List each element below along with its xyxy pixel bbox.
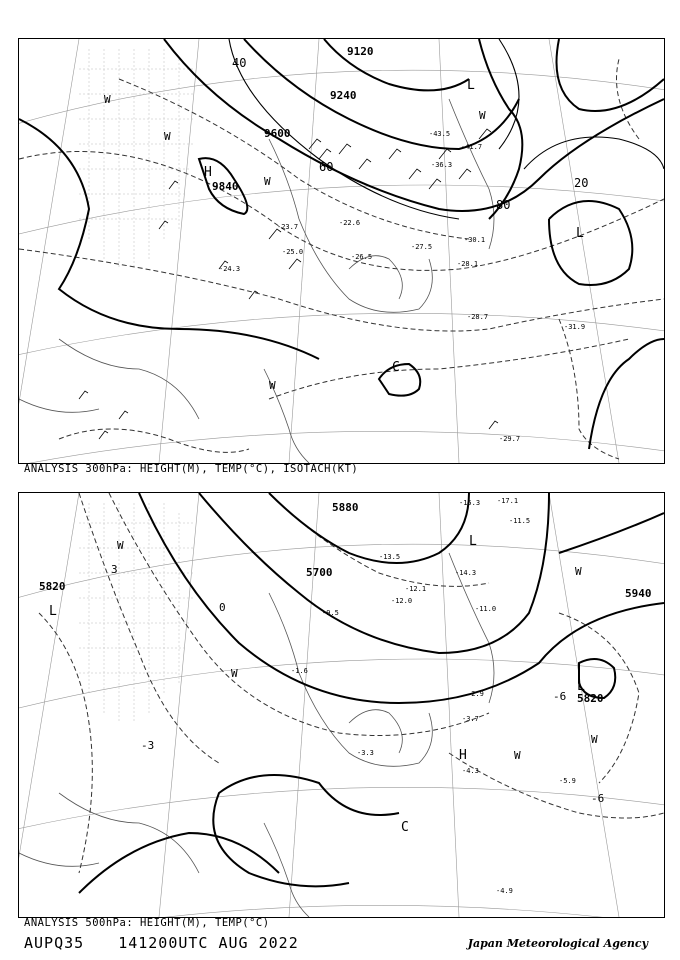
temperature-label: -28.1 bbox=[457, 260, 479, 268]
pressure-center-cold: C bbox=[392, 360, 400, 375]
pressure-center-low: L bbox=[576, 226, 584, 241]
temperature-label: -22.6 bbox=[339, 219, 361, 227]
temperature-label: -41.7 bbox=[461, 143, 483, 151]
temperature-label: -17.1 bbox=[497, 497, 519, 505]
warm-label: W bbox=[575, 565, 582, 578]
pressure-center-high: H bbox=[204, 165, 212, 180]
warm-label: W bbox=[117, 539, 124, 552]
warm-label: W bbox=[104, 93, 111, 106]
height-label: 9120 bbox=[347, 45, 374, 58]
temperature-label: -2.9 bbox=[467, 690, 484, 698]
caption-500hpa: ANALYSIS 500hPa: HEIGHT(M), TEMP(°C) bbox=[24, 917, 270, 929]
map-panel-300hpa bbox=[18, 38, 665, 464]
warm-label: W bbox=[264, 175, 271, 188]
chart-identifier bbox=[24, 934, 333, 952]
temperature-label: -24.3 bbox=[219, 265, 241, 273]
temperature-label: -9.5 bbox=[322, 609, 339, 617]
temperature-label: -3.7 bbox=[462, 715, 479, 723]
temperature-label: -4.9 bbox=[496, 887, 513, 895]
height-label: 9840 bbox=[212, 180, 239, 193]
temperature-label: -3.3 bbox=[357, 749, 374, 757]
temperature-label: -27.5 bbox=[411, 243, 433, 251]
temperature-label: -43.5 bbox=[429, 130, 451, 138]
chart-code: AUPQ35 bbox=[24, 934, 85, 952]
warm-label: W bbox=[269, 379, 276, 392]
caption-300hpa: ANALYSIS 300hPa: HEIGHT(M), TEMP(°C), ISOTACH(KT) bbox=[24, 463, 359, 475]
temperature-label: -23.7 bbox=[277, 223, 299, 231]
temperature-label: -30.1 bbox=[464, 236, 486, 244]
graticule bbox=[19, 39, 664, 463]
height-label: 9240 bbox=[330, 89, 357, 102]
warm-label: W bbox=[231, 667, 238, 680]
temperature-label: -31.9 bbox=[564, 323, 586, 331]
warm-label: W bbox=[591, 733, 598, 746]
temperature-label: -36.3 bbox=[431, 161, 453, 169]
temperature-label: -11.5 bbox=[509, 517, 531, 525]
height-label: 5700 bbox=[306, 566, 333, 579]
temperature-label: -25.0 bbox=[282, 248, 304, 256]
temperature-label: -12.1 bbox=[405, 585, 427, 593]
terrain-hatch bbox=[79, 49, 194, 269]
temperature-label: -1.6 bbox=[291, 667, 308, 675]
height-label: 5880 bbox=[332, 501, 359, 514]
temperature-label: -4.3 bbox=[462, 767, 479, 775]
temperature-label: -29.7 bbox=[499, 435, 521, 443]
temperature-label: -13.5 bbox=[379, 553, 401, 561]
pressure-center-low: L bbox=[49, 604, 57, 619]
pressure-center-high: H bbox=[459, 748, 467, 763]
height-label: 5820 bbox=[39, 580, 66, 593]
warm-label: W bbox=[514, 749, 521, 762]
temperature-label: -15.3 bbox=[459, 499, 481, 507]
temperature-label: -28.7 bbox=[467, 313, 489, 321]
isotherm-label: -6 bbox=[553, 690, 567, 703]
valid-time: 141200UTC AUG 2022 bbox=[118, 934, 299, 952]
temperature-label: -11.0 bbox=[475, 605, 497, 613]
coastlines bbox=[19, 553, 497, 917]
map-500hpa bbox=[19, 493, 664, 917]
isotherm-label: 0 bbox=[219, 601, 226, 614]
height-label: 5940 bbox=[625, 587, 652, 600]
isotach-label: 80 bbox=[496, 198, 511, 212]
isotherm-label: 3 bbox=[111, 563, 118, 576]
isotach-label: 40 bbox=[232, 56, 247, 70]
warm-label: W bbox=[479, 109, 486, 122]
terrain-hatch bbox=[79, 503, 194, 723]
graticule bbox=[19, 493, 664, 917]
map-300hpa bbox=[19, 39, 664, 463]
isotherm-label: -3 bbox=[141, 739, 155, 752]
agency-credit: Japan Meteorological Agency bbox=[467, 937, 648, 950]
pressure-center-low: L bbox=[469, 534, 477, 549]
height-label: 5820 bbox=[577, 692, 604, 705]
pressure-center-low: L bbox=[467, 78, 475, 93]
map-panel-500hpa bbox=[18, 492, 665, 918]
temperature-label: -12.0 bbox=[391, 597, 413, 605]
temperature-label: -5.9 bbox=[559, 777, 576, 785]
warm-label: W bbox=[164, 130, 171, 143]
isotach-label: 20 bbox=[574, 176, 589, 190]
pressure-center-low: L bbox=[577, 679, 585, 694]
isotach-label: 60 bbox=[319, 160, 334, 174]
pressure-center-cold: C bbox=[401, 820, 409, 835]
temperature-label: -14.3 bbox=[455, 569, 477, 577]
isotherm-label: -6 bbox=[591, 792, 605, 805]
temperature-label: -26.5 bbox=[351, 253, 373, 261]
coastlines bbox=[19, 99, 494, 463]
height-label: 9600 bbox=[264, 127, 291, 140]
